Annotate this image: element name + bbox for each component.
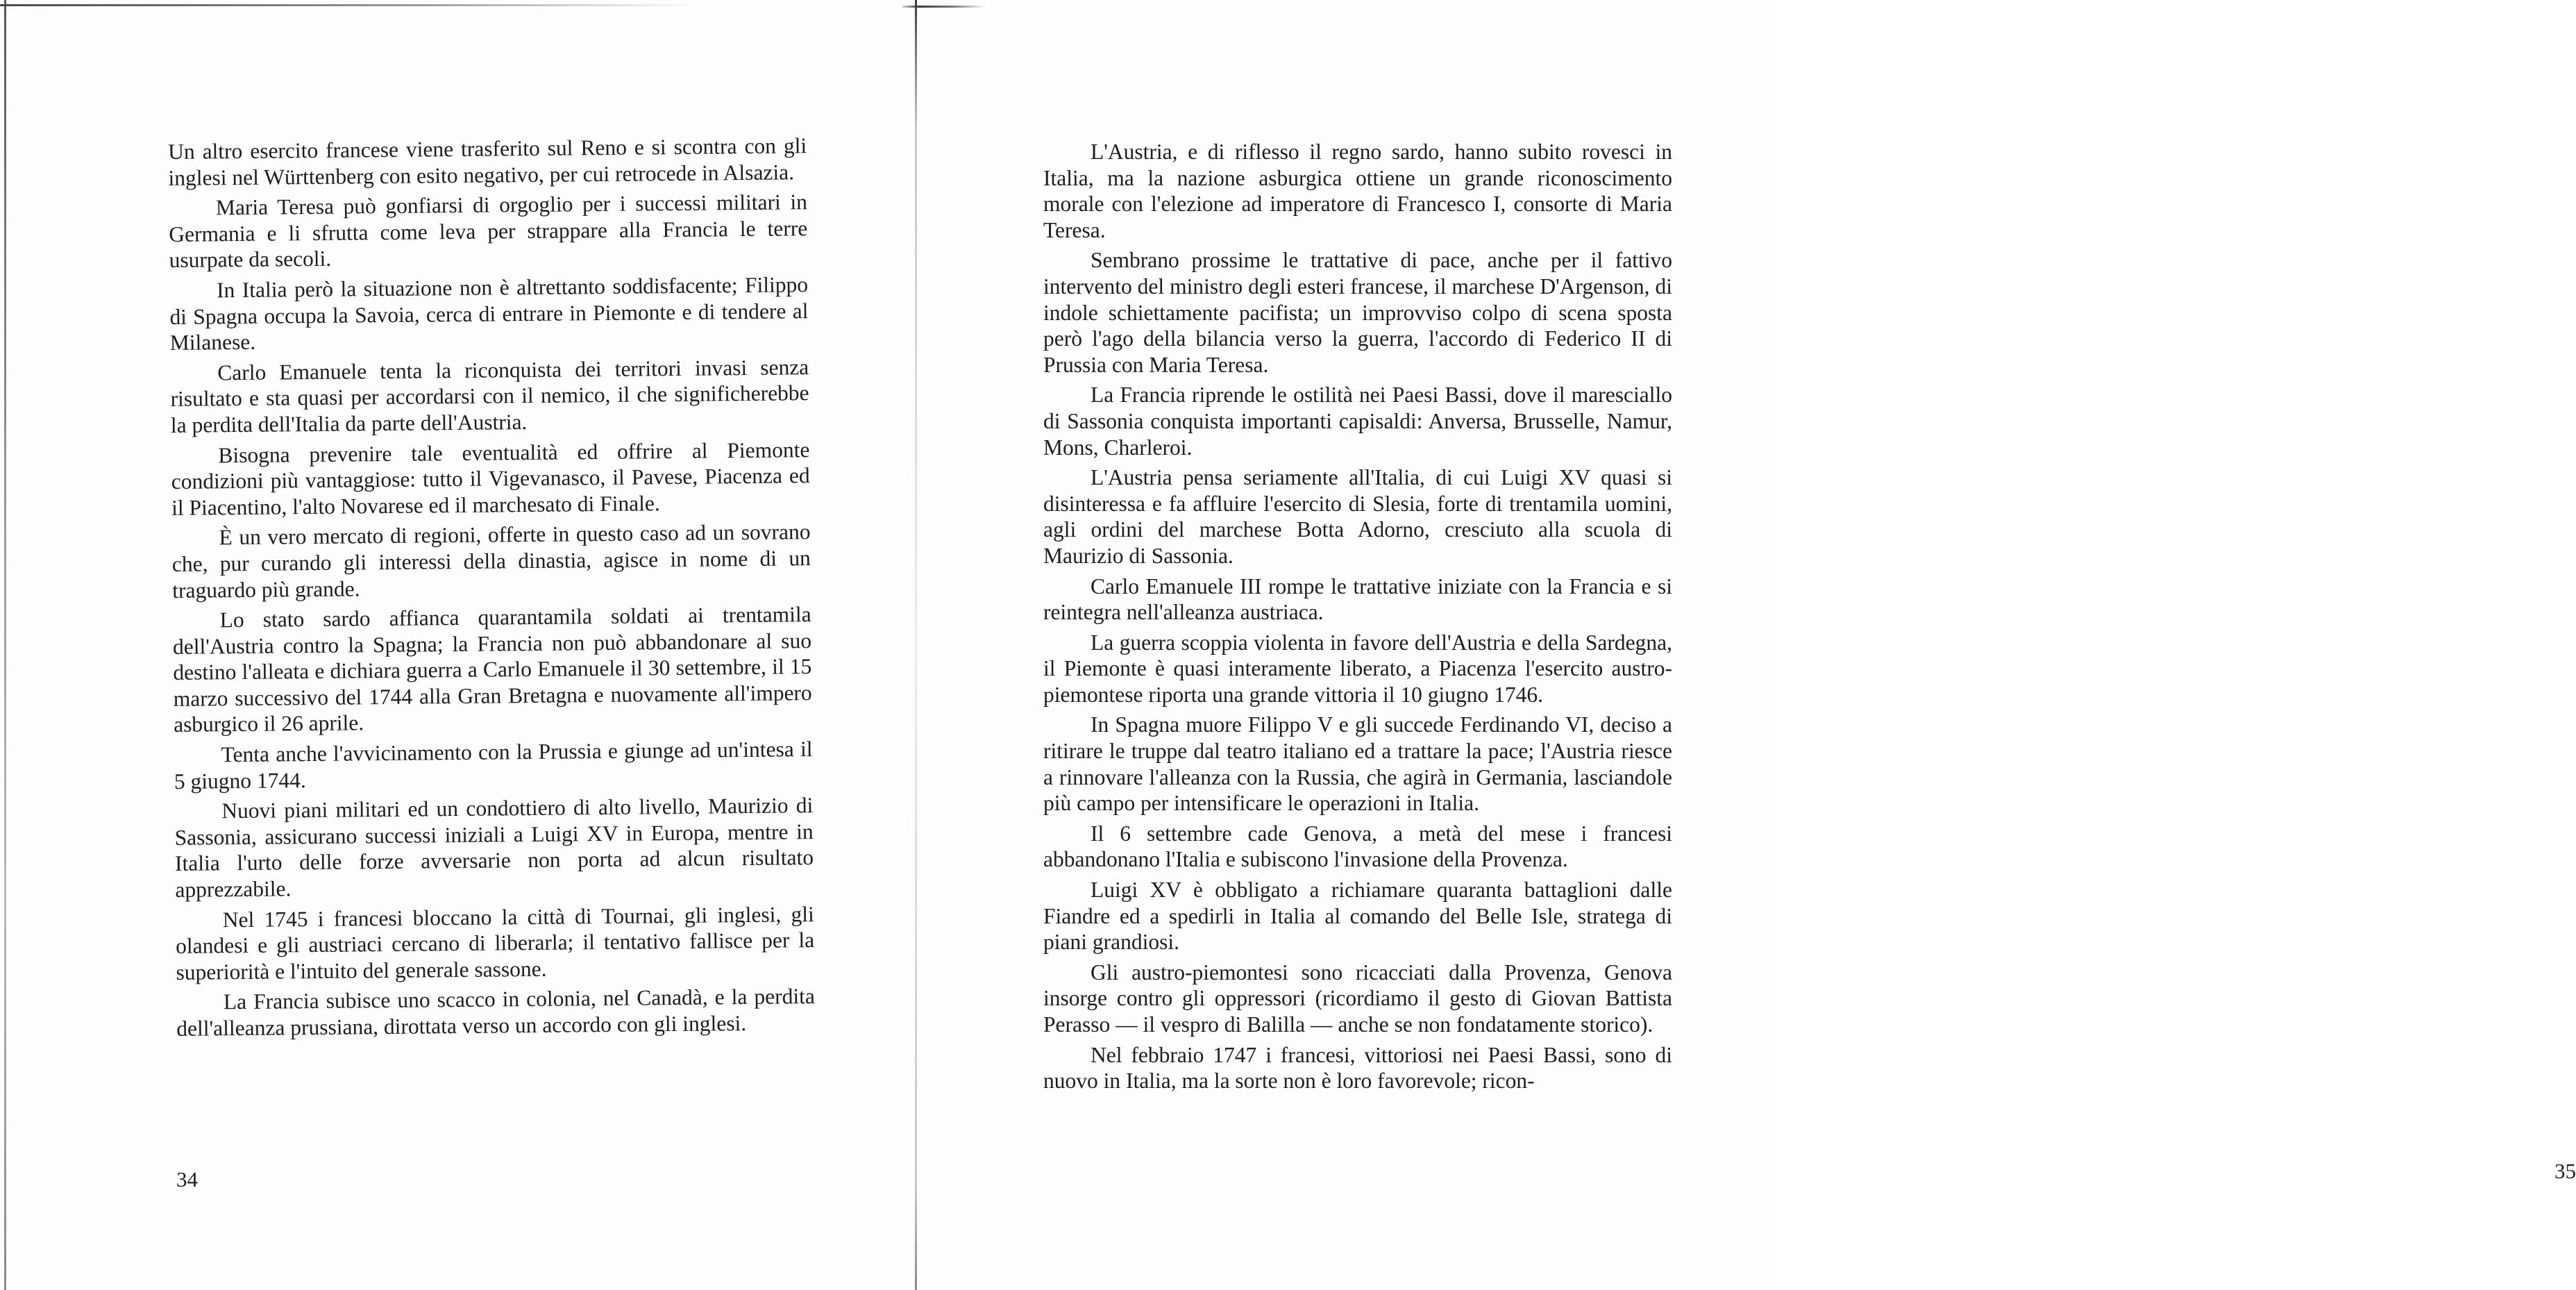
paragraph: Maria Teresa può gonfiarsi di orgoglio per i successi militari in Germania e li sfrutta come leva per strappare alla Francia le terre usurpate da secoli. [169,190,808,273]
paragraph: In Italia però la situazione non è altrettanto soddisfacente; Filippo di Spagna occupa la Savoia, cerca di entrare in Piemonte e di tendere al Milanese. [169,272,809,355]
paragraph: Gli austro-piemontesi sono ricacciati dalla Provenza, Genova insorge contro gli oppressori (ricordiamo il gesto di Giovan Battista Perasso — il vespro di Balilla — anche se non fondatamente storico). [1043,960,1672,1037]
paragraph: La guerra scoppia violenta in favore dell'Austria e della Sardegna, il Piemonte è quasi interamente liberato, a Piacenza l'esercito austro-piemontese riporta una grande vittoria il 10 giugno 1746. [1043,630,1672,707]
paragraph: La Francia subisce uno scacco in colonia, nel Canadà, e la perdita dell'alleanza prussiana, dirottata verso un accordo con gli inglesi. [176,984,816,1041]
paragraph: Un altro esercito francese viene trasferito sul Reno e si scontra con gli inglesi nel Württenberg con esito negativo, per cui retrocede in Alsazia. [168,133,807,190]
paragraph: La Francia riprende le ostilità nei Paesi Bassi, dove il maresciallo di Sassonia conquista importanti capisaldi: Anversa, Brusselle, Namur, Mons, Charleroi. [1043,383,1672,460]
page-number: 35 [2554,1159,2576,1183]
left-page-text [168,133,815,1046]
page-number: 34 [176,1167,198,1191]
paragraph: Lo stato sardo affianca quarantamila soldati ai trentamila dell'Austria contro la Spagna; la Francia non può abbandonare al suo destino l'alleata e dichiara guerra a Carlo Emanuele il 30 settembre, il 15 marzo successivo del 1744 alla Gran Bretagna e nuovamente all'impero asburgico il 26 aprile. [172,602,812,737]
paragraph: Carlo Emanuele tenta la riconquista dei territori invasi senza risultato e sta quasi per accordarsi con il nemico, il che significherebbe la perdita dell'Italia da parte dell'Austria. [170,354,809,437]
paragraph: Nel febbraio 1747 i francesi, vittoriosi nei Paesi Bassi, sono di nuovo in Italia, ma la sorte non è loro favorevole; ricon- [1043,1042,1672,1094]
right-page [918,0,2576,1290]
right-page-text [1043,139,1672,1098]
paragraph: È un vero mercato di regioni, offerte in questo caso ad un sovrano che, pur curando gli interessi della dinastia, agisce in nome di un traguardo più grande. [171,519,811,603]
paragraph: Carlo Emanuele III rompe le trattative iniziate con la Francia e si reintegra nell'alleanza austriaca. [1043,573,1672,625]
paragraph: Nel 1745 i francesi bloccano la città di Tournai, gli inglesi, gli olandesi e gli austriaci cercano di liberarla; il tentativo fallisce per la superiorità e l'intuito del generale sassone. [175,901,815,985]
paragraph: In Spagna muore Filippo V e gli succede Ferdinando VI, deciso a ritirare le truppe dal teatro italiano ed a trattare la pace; l'Austria riesce a rinnovare l'alleanza con la Russia, che agirà in Germania, lasciandole più campo per intensificare le operazioni in Italia. [1043,712,1672,816]
paragraph: Nuovi piani militari ed un condottiero di alto livello, Maurizio di Sassonia, assicurano successi iniziali a Luigi XV in Europa, mentre in Italia l'urto delle forze avversarie non porta ad alcun risultato apprezzabile. [174,793,814,902]
paragraph: L'Austria, e di riflesso il regno sardo, hanno subito rovesci in Italia, ma la nazione asburgica ottiene un grande riconoscimento morale con l'elezione ad imperatore di Francesco I, consorte di Maria Teresa. [1043,140,1672,242]
left-page [0,0,915,1290]
paragraph: Sembrano prossime le trattative di pace, anche per il fattivo intervento del ministro degli esteri francese, il marchese D'Argenson, di indole schiettamente pacifista; un improvviso colpo di scena sposta però l'ago della bilancia verso la guerra, l'accordo di Federico II di Prussia con Maria Teresa. [1043,248,1672,377]
paragraph: Il 6 settembre cade Genova, a metà del mese i francesi abbandonano l'Italia e subiscono l'invasione della Provenza. [1043,821,1672,872]
paragraph: Tenta anche l'avvicinamento con la Prussia e giunge ad un'intesa il 5 giugno 1744. [174,737,813,794]
book-gutter [915,0,917,1290]
paragraph: L'Austria pensa seriamente all'Italia, di cui Luigi XV quasi si disinteressa e fa affluire l'esercito di Slesia, forte di trentamila uomini, agli ordini del marchese Botta Adorno, cresciuto alla scuola di Maurizio di Sassonia. [1043,465,1672,568]
paragraph: Bisogna prevenire tale eventualità ed offrire al Piemonte condizioni più vantaggiose: tutto il Vigevanasco, il Pavese, Piacenza ed il Piacentino, l'alto Novarese ed il marchesato di Finale. [171,437,810,520]
paragraph: Luigi XV è obbligato a richiamare quaranta battaglioni dalle Fiandre ed a spedirli in Italia al comando del Belle Isle, stratega di piani grandiosi. [1043,878,1672,955]
